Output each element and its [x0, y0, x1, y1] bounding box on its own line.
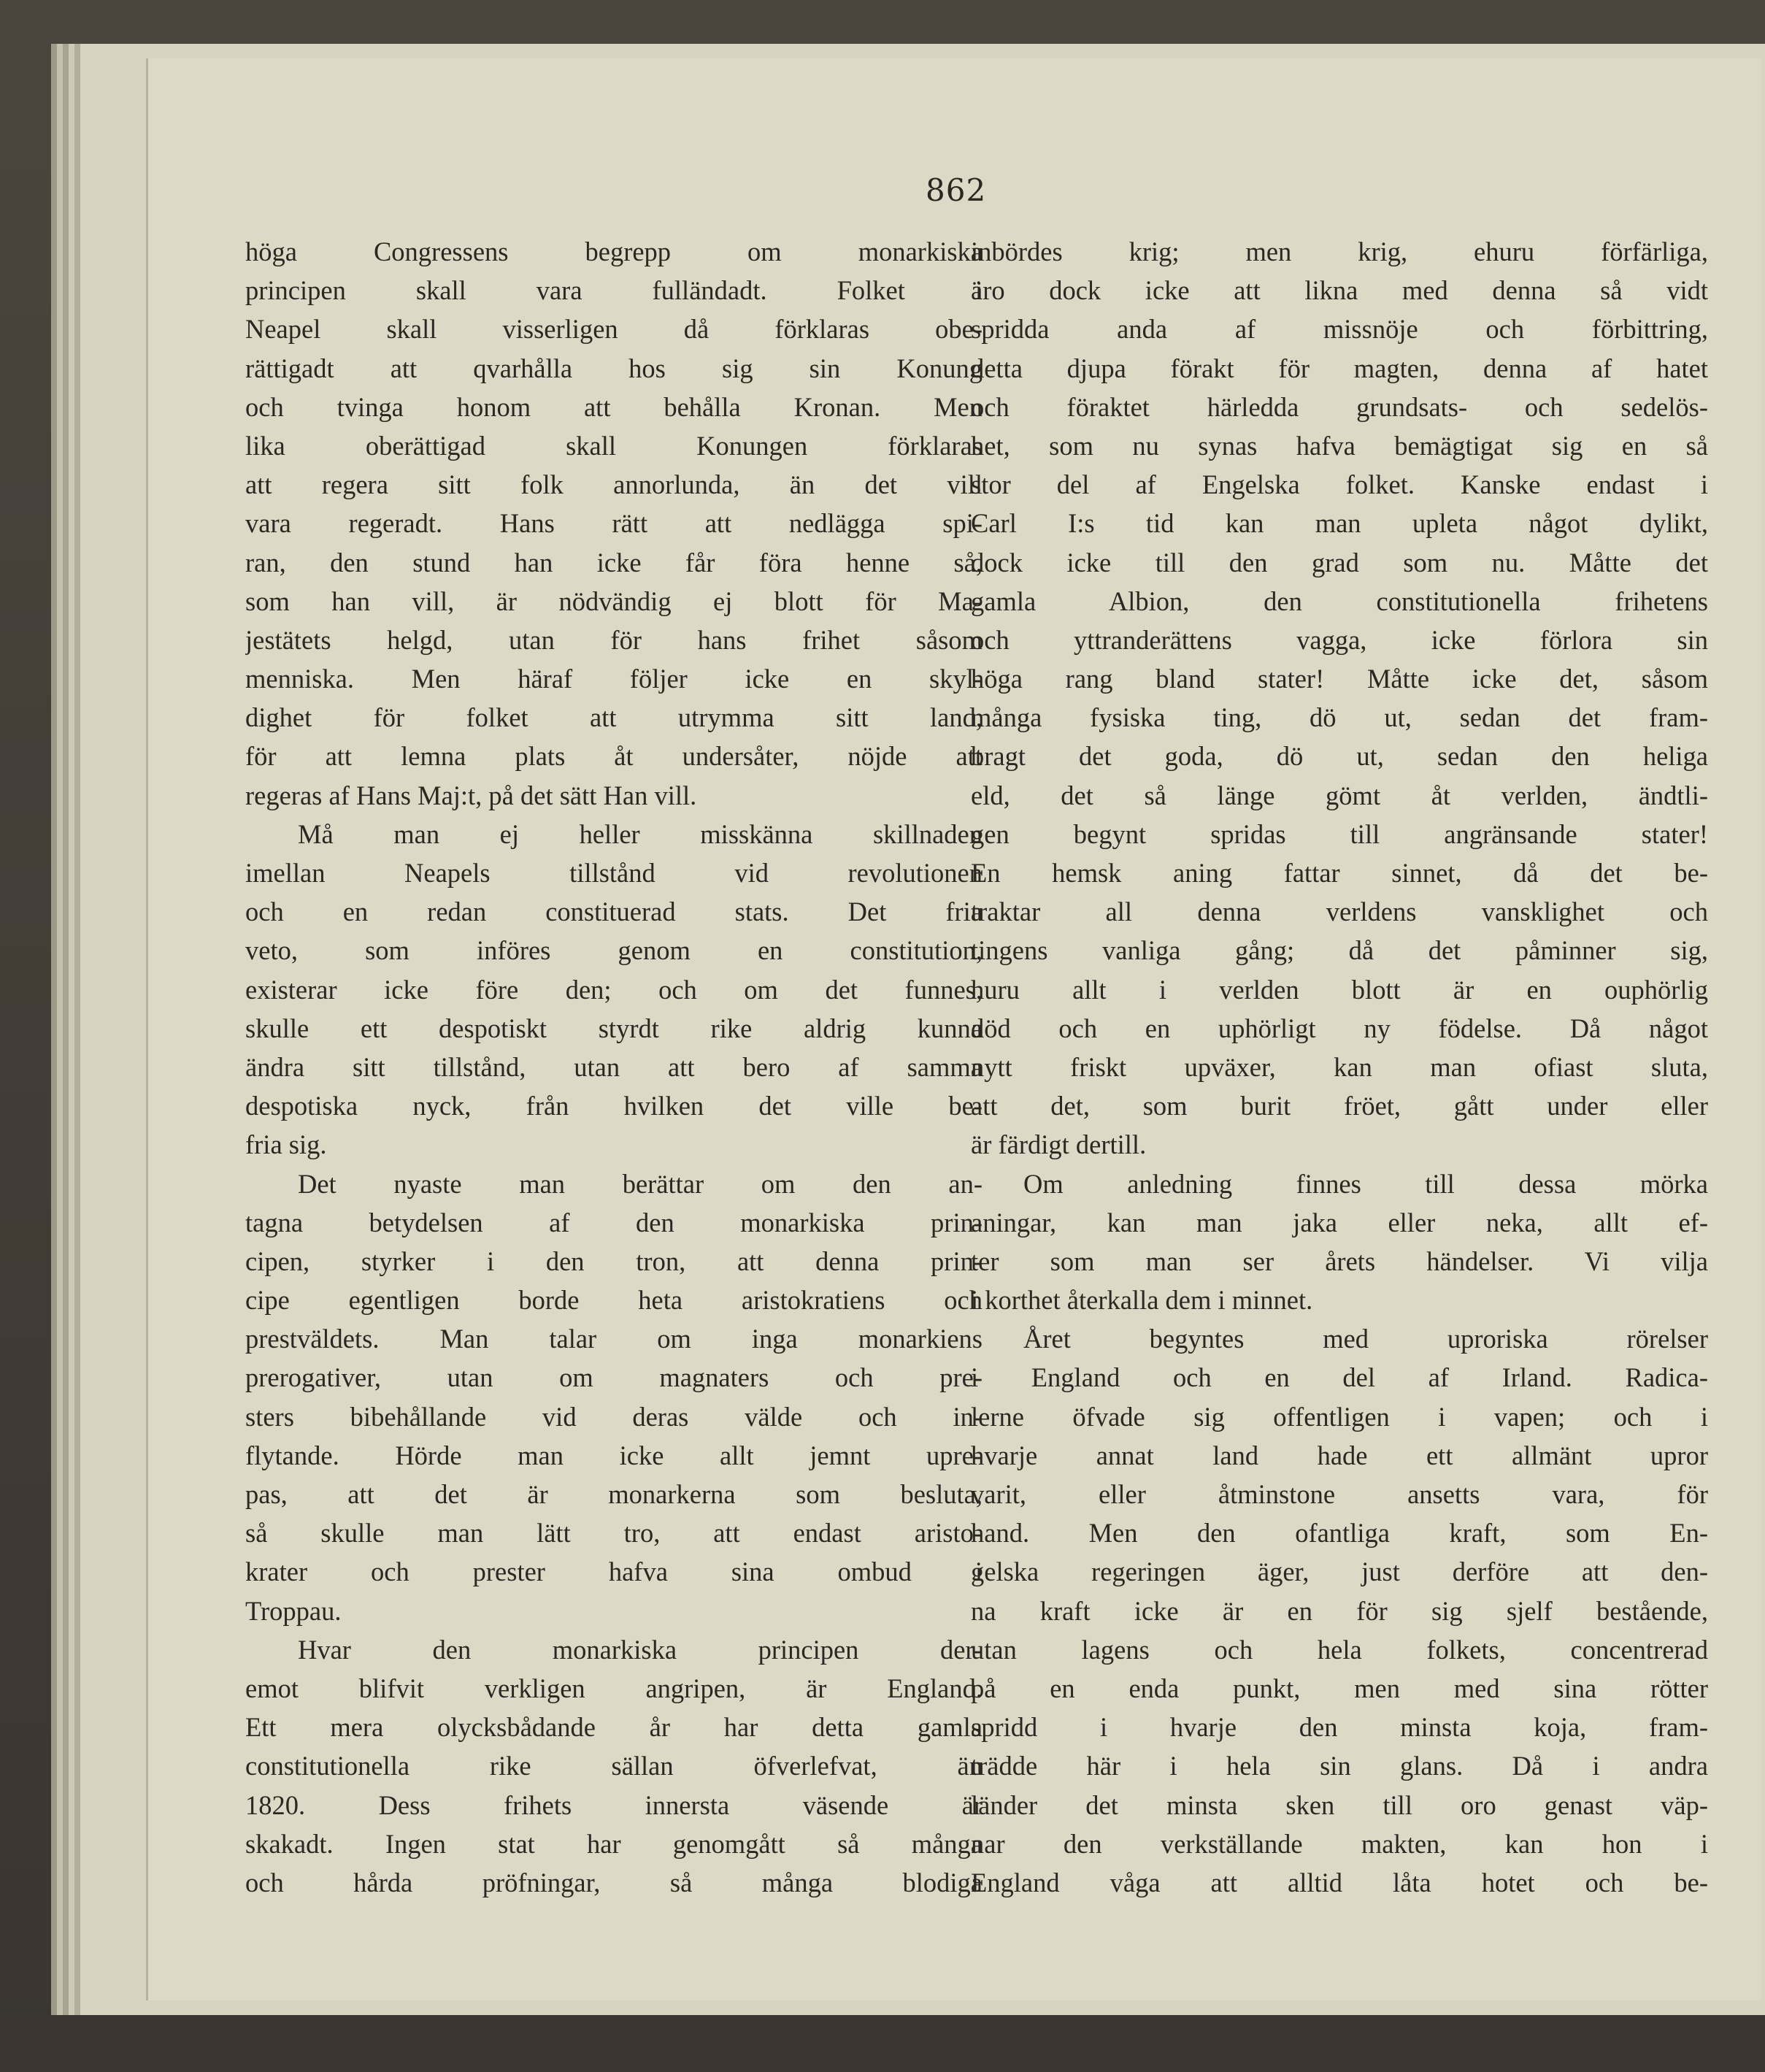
text-line: prerogativer, utan om magnaters och pre-	[245, 1362, 983, 1393]
text-line: principen skall vara fulländadt. Folket i	[245, 275, 983, 306]
text-line: nar den verkställande makten, kan hon i	[971, 1828, 1708, 1859]
text-line: bragt det goda, dö ut, sedan den heliga	[971, 741, 1708, 772]
text-line: cipen, styrker i den tron, att denna prin-	[245, 1246, 983, 1276]
text-line: eld, det så länge gömt åt verlden, ändtli-	[971, 780, 1708, 810]
text-line: och tvinga honom att behålla Kronan. Men	[245, 391, 983, 422]
text-line: så skulle man lätt tro, att endast aristo-	[245, 1518, 983, 1549]
text-line: menniska. Men häraf följer icke en skyl-	[245, 664, 983, 694]
text-line: dighet för folket att utrymma sitt land,	[245, 702, 983, 733]
text-line: existerar icke före den; och om det funnes,	[245, 974, 983, 1005]
text-line: skulle ett despotiskt styrdt rike aldrig kunna	[245, 1013, 983, 1043]
text-line: i korthet återkalla dem i minnet.	[971, 1285, 1313, 1316]
text-line: tingens vanliga gång; då det påminner sig,	[971, 935, 1708, 966]
text-line: äro dock icke att likna med denna så vidt	[971, 275, 1708, 306]
text-line: huru allt i verlden blott är en ouphörlig	[971, 974, 1708, 1005]
text-line: skakadt. Ingen stat har genomgått så många	[245, 1828, 983, 1859]
text-line: höga rang bland stater! Måtte icke det, såsom	[971, 664, 1708, 694]
text-line: är färdigt dertill.	[971, 1129, 1147, 1160]
text-line: utan lagens och hela folkets, concentrerad	[971, 1634, 1708, 1665]
text-line: lika oberättigad skall Konungen förklaras	[245, 430, 983, 461]
right-text-column	[971, 232, 1708, 1902]
text-line: och en redan constituerad stats. Det fria	[245, 897, 983, 927]
text-line: stor del af Engelska folket. Kanske endast i	[971, 469, 1708, 500]
text-line: imellan Neapels tillstånd vid revolutionen	[245, 858, 983, 888]
text-line: prestväldets. Man talar om inga monarkiens	[245, 1324, 983, 1354]
text-line: hvarje annat land hade ett allmänt upror	[971, 1440, 1708, 1470]
text-line: Om anledning finnes till dessa mörka	[1023, 1168, 1708, 1199]
text-line: Carl I:s tid kan man upleta något dylikt,	[971, 508, 1708, 539]
text-line: Må man ej heller misskänna skillnaden	[298, 818, 983, 849]
text-line: spridd i hvarje den minsta koja, fram-	[971, 1712, 1708, 1743]
left-text-column	[245, 232, 983, 1902]
text-line: för att lemna plats åt undersåter, nöjde att	[245, 741, 983, 772]
text-line: trädde här i hela sin glans. Då i andra	[971, 1751, 1708, 1781]
text-line: flytande. Hörde man icke allt jemnt upre-	[245, 1440, 983, 1470]
text-line: na kraft icke är en för sig sjelf bestående,	[971, 1595, 1708, 1626]
text-line: vara regeradt. Hans rätt att nedlägga spi-	[245, 508, 983, 539]
text-line: cipe egentligen borde heta aristokratiens och	[245, 1285, 983, 1316]
text-line: dock icke till den grad som nu. Måtte det	[971, 547, 1708, 578]
text-line: regeras af Hans Maj:t, på det sätt Han vill.	[245, 780, 697, 810]
text-line: död och en uphörligt ny födelse. Då något	[971, 1013, 1708, 1043]
text-line: i England och en del af Irland. Radica-	[971, 1362, 1708, 1393]
text-line: jestätets helgd, utan för hans frihet såsom	[245, 624, 983, 655]
text-line: ändra sitt tillstånd, utan att bero af samma	[245, 1051, 983, 1082]
text-line: inbördes krig; men krig, ehuru förfärliga,	[971, 237, 1708, 266]
text-line: hand. Men den ofantliga kraft, som En-	[971, 1518, 1708, 1549]
text-line: gamla Albion, den constitutionella frihetens	[971, 586, 1708, 616]
text-line: het, som nu synas hafva bemägtigat sig en så	[971, 430, 1708, 461]
text-line: och hårda pröfningar, så många blodiga	[245, 1867, 983, 1898]
text-line: En hemsk aning fattar sinnet, då det be-	[971, 858, 1708, 888]
text-line: Det nyaste man berättar om den an-	[298, 1168, 983, 1199]
text-line: England våga att alltid låta hotet och be-	[971, 1867, 1708, 1898]
text-line: ter som man ser årets händelser. Vi vilja	[971, 1246, 1708, 1276]
text-line: detta djupa förakt för magten, denna af hatet	[971, 353, 1708, 383]
text-line: rättigadt att qvarhålla hos sig sin Konung	[245, 353, 983, 383]
text-line: Neapel skall visserligen då förklaras obe-	[245, 314, 983, 345]
text-line: traktar all denna verldens vansklighet och	[971, 897, 1708, 927]
text-line: tagna betydelsen af den monarkiska prin-	[245, 1207, 983, 1238]
text-line: veto, som införes genom en constitution,	[245, 935, 983, 966]
text-line: på en enda punkt, men med sina rötter	[971, 1673, 1708, 1703]
text-line: gelska regeringen äger, just derföre att den-	[971, 1557, 1708, 1587]
text-line: fria sig.	[245, 1129, 327, 1160]
text-line: krater och prester hafva sina ombud i	[245, 1557, 983, 1587]
text-line: och föraktet härledda grundsats- och sedelös-	[971, 391, 1708, 422]
text-line: spridda anda af missnöje och förbittring,	[971, 314, 1708, 345]
text-line: att regera sitt folk annorlunda, än det vill	[245, 469, 983, 500]
text-line: Troppau.	[245, 1595, 342, 1626]
text-line: att det, som burit fröet, gått under eller	[971, 1091, 1708, 1121]
text-line: constitutionella rike sällan öfverlefvat, än	[245, 1751, 983, 1781]
text-line: Året begyntes med uproriska rörelser	[1023, 1324, 1708, 1354]
text-line: varit, eller åtminstone ansetts vara, för	[971, 1479, 1708, 1509]
text-line: gen begynt spridas till angränsande stater!	[971, 818, 1708, 849]
text-line: ran, den stund han icke får föra henne så,	[245, 547, 983, 578]
text-line: sters bibehållande vid deras välde och in-	[245, 1401, 983, 1432]
text-line: många fysiska ting, dö ut, sedan det fram-	[971, 702, 1708, 733]
text-line: nytt friskt upväxer, kan man ofiast sluta,	[971, 1051, 1708, 1082]
text-line: aningar, kan man jaka eller neka, allt ef-	[971, 1207, 1708, 1238]
text-line: Ett mera olycksbådande år har detta gamla	[245, 1712, 983, 1743]
text-line: och yttranderättens vagga, icke förlora sin	[971, 624, 1708, 655]
text-line: lerne öfvade sig offentligen i vapen; och i	[971, 1401, 1708, 1432]
text-line: Hvar den monarkiska principen der-	[298, 1634, 983, 1665]
text-line: pas, att det är monarkerna som besluta,	[245, 1479, 983, 1509]
text-line: despotiska nyck, från hvilken det ville be-	[245, 1091, 983, 1121]
text-line: emot blifvit verkligen angripen, är England.	[245, 1673, 983, 1703]
text-line: som han vill, är nödvändig ej blott för Ma-	[245, 586, 983, 616]
text-line: 1820. Dess frihets innersta väsende är	[245, 1789, 983, 1820]
text-line: höga Congressens begrepp om monarkiska	[245, 237, 983, 266]
text-line: länder det minsta sken till oro genast väp-	[971, 1789, 1708, 1820]
page-number: 862	[926, 172, 987, 208]
